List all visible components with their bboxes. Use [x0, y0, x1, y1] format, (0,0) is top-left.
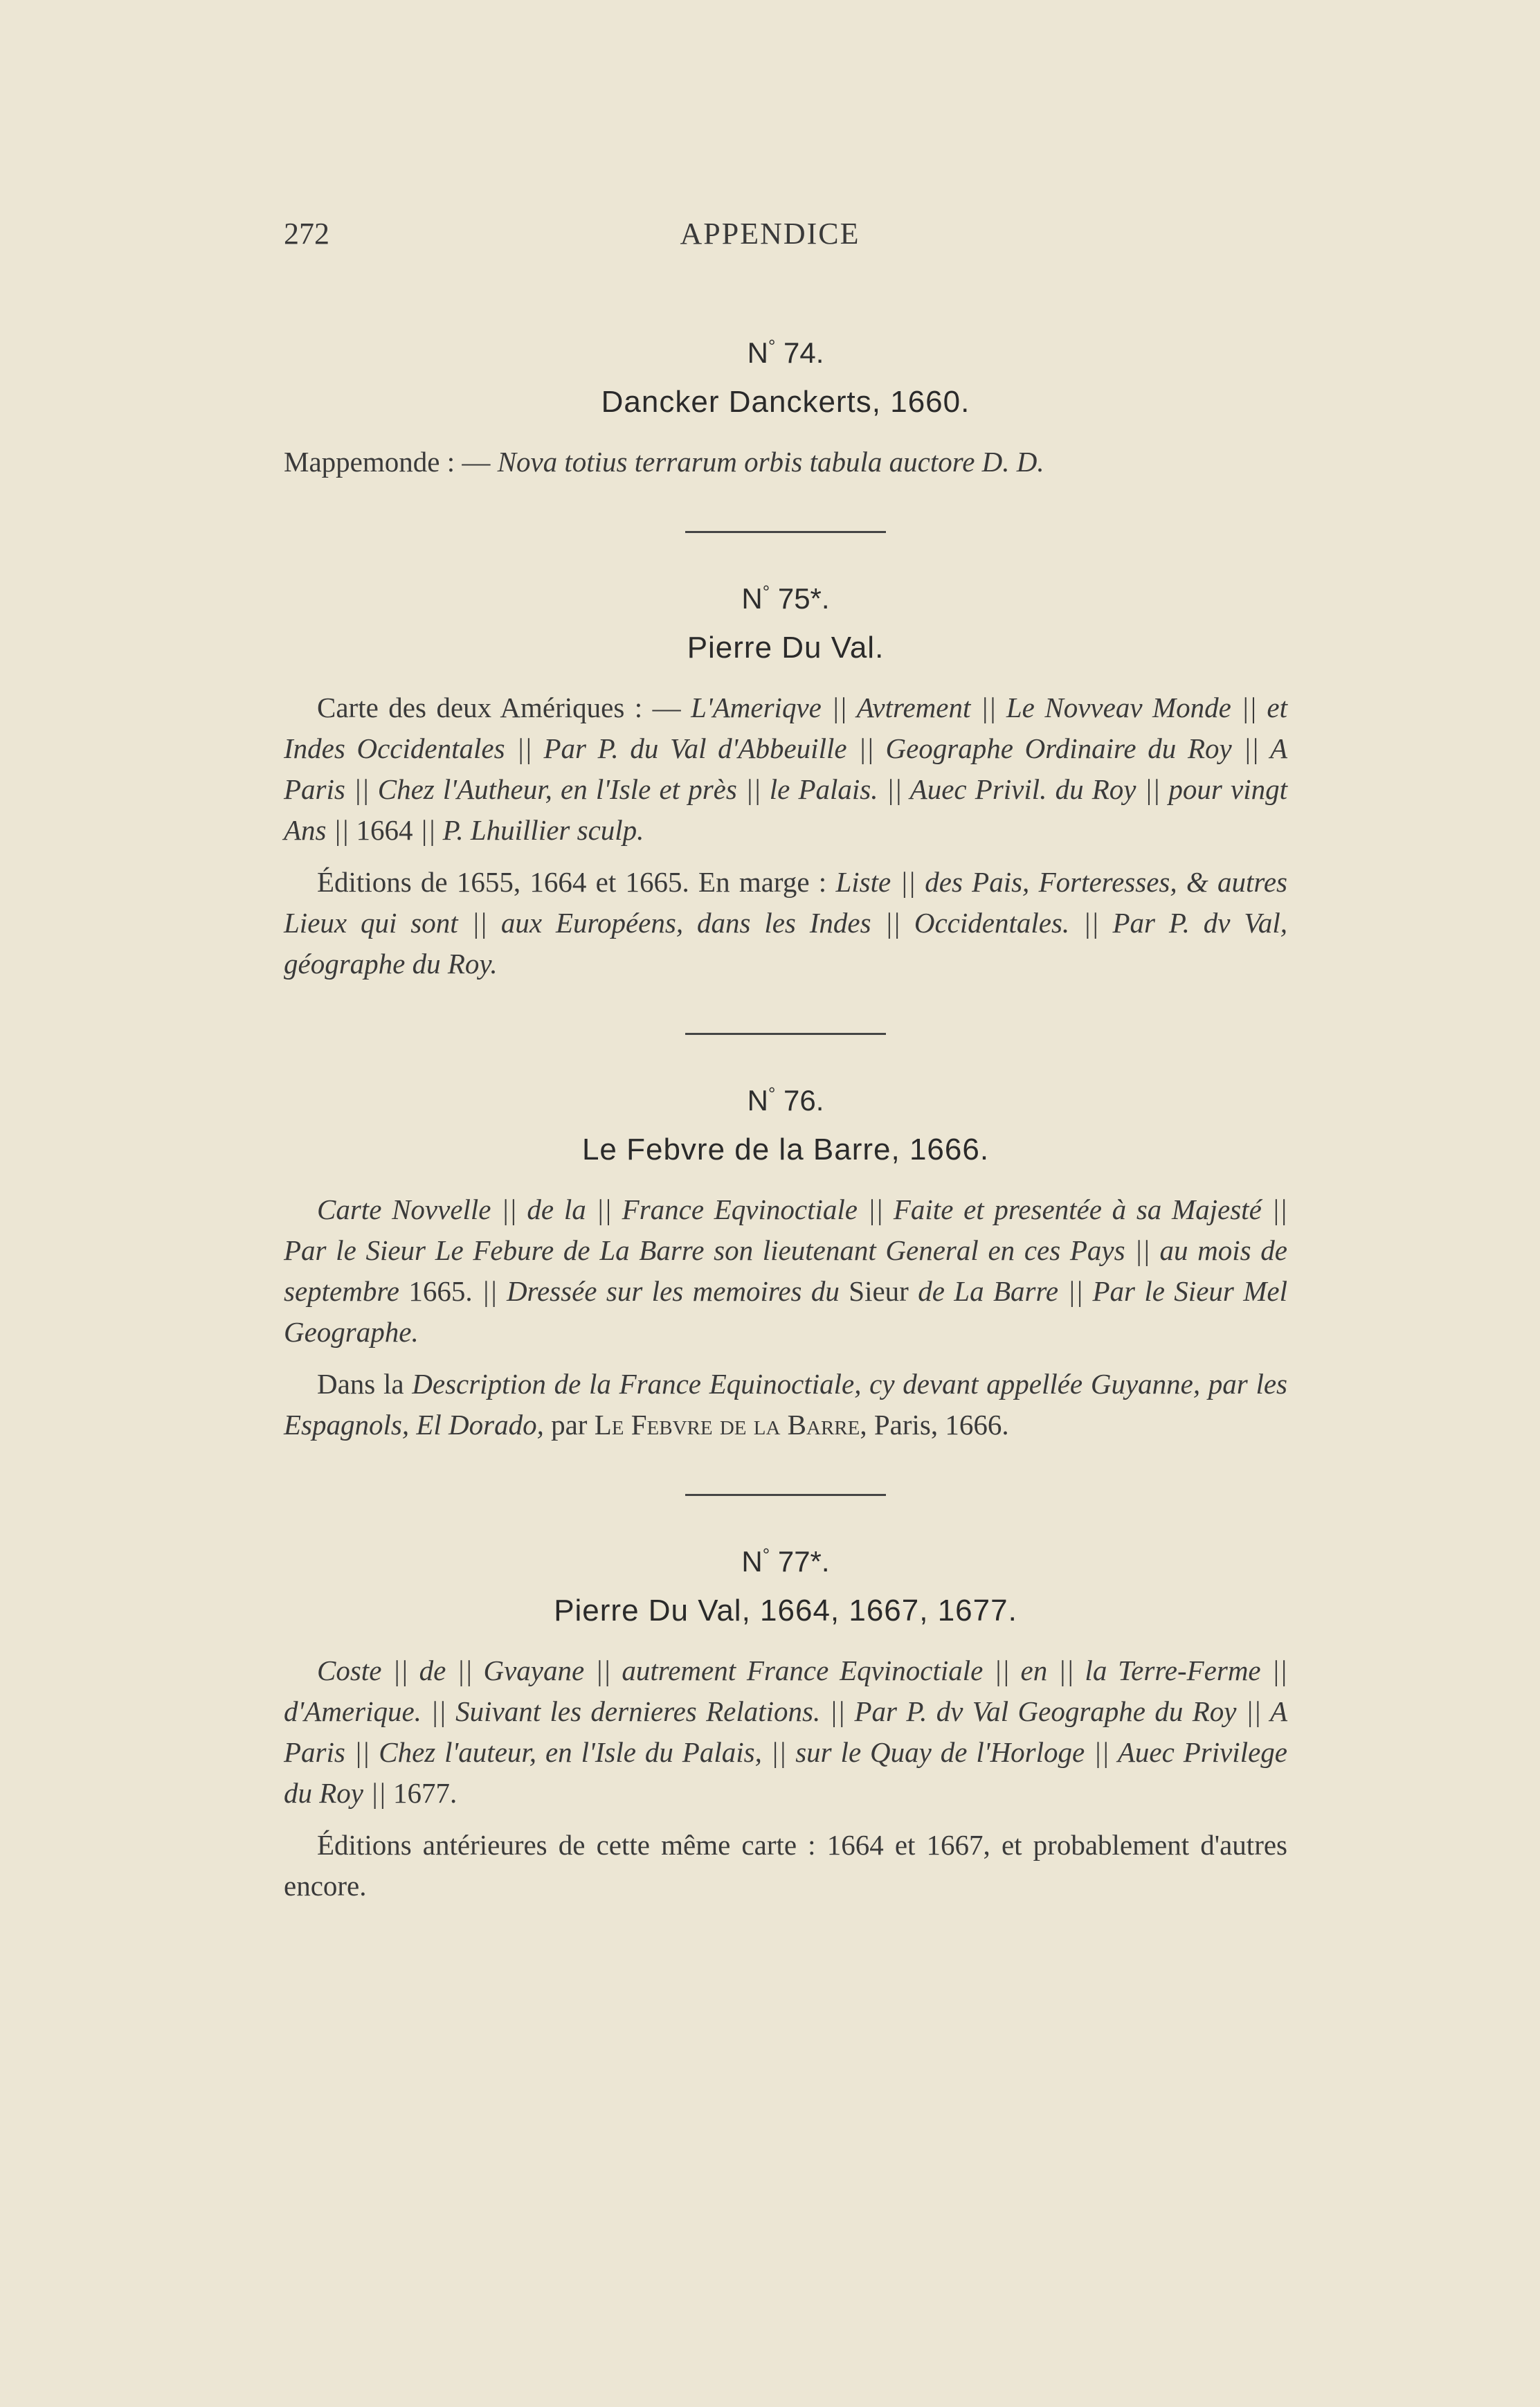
entry-paragraph: [284, 1364, 1287, 1445]
entry-title: Le Febvre de la Barre, 1666.: [581, 1133, 990, 1166]
text-run: Nova totius terrarum orbis tabula auctore D. D.: [497, 446, 1044, 478]
entry-paragraph: [284, 1650, 1287, 1814]
text-run: par: [543, 1409, 595, 1441]
entry-number: [284, 1544, 1287, 1578]
entry-number-degree: °: [762, 582, 770, 602]
text-run: L'Ameriqve || Avtrement || Le Novveav Monde || et Indes Occidentales || Par P. du Val d'Abbeuille || Geographe Ordinaire du Roy || A Paris || Chez l'Autheur, en l'Isle et près || le Palais. || Auec Privil. du Roy || pour vingt Ans ||: [284, 692, 1287, 846]
text-run: Éditions de 1655, 1664 et 1665. En marge :: [317, 866, 836, 898]
running-head: APPENDICE: [680, 217, 860, 251]
entry-number-letter: N: [741, 582, 763, 615]
entry-number-letter: N: [747, 336, 768, 369]
entry: [284, 582, 1287, 984]
entry-title: Pierre Du Val.: [687, 631, 885, 665]
entry-number-degree: °: [768, 336, 776, 357]
entry: [284, 1083, 1287, 1445]
entry-number-degree: °: [768, 1083, 776, 1104]
text-run: || Dressée sur les memoires du: [472, 1275, 849, 1307]
entry-number: [284, 336, 1287, 370]
entry-paragraph: [284, 442, 1287, 483]
text-run: de La Barre || Par le Sieur Mel Geographe.: [284, 1275, 1287, 1348]
entry: [284, 1544, 1287, 1906]
entry-title: Dancker Danckerts, 1660.: [601, 385, 970, 419]
text-run: Sieur: [849, 1275, 918, 1307]
text-run: Éditions antérieures de cette même carte : 1664 et 1667, et probablement d'autres encore.: [284, 1829, 1287, 1902]
entry-number-degree: °: [762, 1544, 770, 1565]
entry-paragraph: [284, 862, 1287, 984]
entry-paragraph: [284, 687, 1287, 851]
separator-rule: [685, 1494, 886, 1496]
text-run: Description de la France Equinoctiale, cy devant appellée Guyanne, par les Espagnols, El Dorado,: [284, 1368, 1288, 1441]
entry-number-value: 74.: [775, 336, 824, 369]
entry-number-value: 76.: [775, 1084, 824, 1117]
text-run: Coste || de || Gvayane || autrement France Eqvinoctiale || en || la Terre-Ferme || d'Amerique. || Suivant les dernieres Relations. || Par P. dv Val Geographe du Roy || A Paris || Chez l'auteur, en l'Isle du Palais, || sur le Quay de l'Horloge || Auec Privilege du Roy ||: [284, 1655, 1287, 1809]
separator-rule: [685, 531, 886, 533]
text-run: Liste || des Pais, Forteresses, & autres Lieux qui sont || aux Européens, dans les Indes || Occidentales. || Par P. dv Val, géographe du Roy.: [284, 866, 1287, 980]
entry-number: [284, 1083, 1287, 1117]
text-run: Carte Novvelle || de la || France Eqvinoctiale || Faite et presentée à sa Majesté || Par le Sieur Le Febure de La Barre son lieutenant General en ces Pays || au mois de septembre: [284, 1193, 1287, 1307]
page-number: 272: [284, 217, 329, 251]
entry-number: [284, 582, 1287, 615]
entry-number-letter: N: [741, 1545, 763, 1578]
text-run: 1664: [356, 814, 413, 846]
entry-paragraph: [284, 1825, 1287, 1906]
text-run: , Paris, 1666.: [860, 1409, 1009, 1441]
text-run: Mappemonde : —: [284, 446, 498, 478]
text-run: Dans la: [317, 1368, 413, 1400]
text-run: 1665.: [408, 1275, 473, 1307]
entry-number-letter: N: [747, 1084, 768, 1117]
text-run: || P. Lhuillier sculp.: [413, 814, 644, 846]
entry-title: Pierre Du Val, 1664, 1667, 1677.: [554, 1594, 1017, 1628]
entries-column: [284, 336, 1287, 1906]
text-run: Le Febvre de la Barre: [594, 1409, 860, 1441]
entry-number-value: 75*.: [770, 582, 830, 615]
text-run: Carte des deux Amériques : —: [317, 692, 691, 723]
entry-number-value: 77*.: [770, 1545, 830, 1578]
separator-rule: [685, 1033, 886, 1035]
entry-paragraph: [284, 1189, 1287, 1353]
text-run: 1677.: [393, 1777, 458, 1809]
entry: [284, 336, 1287, 483]
